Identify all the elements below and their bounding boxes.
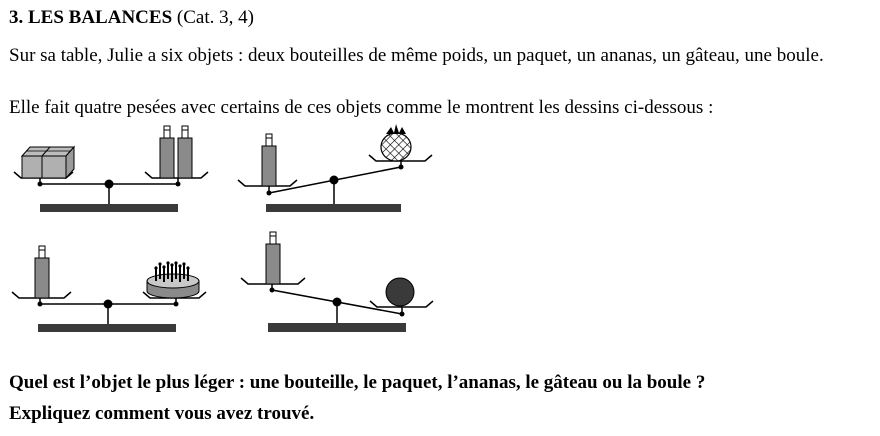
problem-title-text: LES BALANCES <box>28 7 173 28</box>
balance-4 <box>241 232 433 332</box>
balance-3-base <box>38 324 176 332</box>
question-text: Quel est l’objet le plus léger : une bouteille, le paquet, l’ananas, le gâteau ou la boule ? <box>9 372 706 393</box>
bottle-icon <box>262 134 276 186</box>
problem-category: (Cat. 3, 4) <box>176 7 254 28</box>
intro-paragraph: Sur sa table, Julie a six objets : deux bouteilles de même poids, un paquet, un ananas, un gâteau, une boule. <box>9 45 824 66</box>
balance-2 <box>238 124 432 212</box>
balance-1-base <box>40 204 178 212</box>
balance-3 <box>12 246 206 332</box>
balance-2-pivot <box>330 176 339 185</box>
bottle-icon <box>160 126 174 178</box>
problem-title <box>9 6 254 30</box>
explain-text: Expliquez comment vous avez trouvé. <box>9 403 315 424</box>
instruction-paragraph: Elle fait quatre pesées avec certains de ces objets comme le montrent les dessins ci-dessous : <box>9 97 714 118</box>
problem-number: 3. <box>9 7 24 28</box>
balances-illustration <box>0 120 880 340</box>
cake-icon <box>147 261 199 298</box>
bottle-icon <box>35 246 49 298</box>
package-icon <box>22 147 74 178</box>
balance-1 <box>14 126 208 212</box>
balance-1-pivot <box>105 180 114 189</box>
ball-icon <box>386 278 414 306</box>
bottle-icon <box>266 232 280 284</box>
bottle-icon <box>178 126 192 178</box>
balance-3-pivot <box>104 300 113 309</box>
pineapple-icon <box>381 124 411 161</box>
balance-1-right-pan <box>145 172 208 178</box>
balance-2-base <box>266 204 401 212</box>
balance-4-pivot <box>333 298 342 307</box>
balance-4-base <box>268 323 406 332</box>
